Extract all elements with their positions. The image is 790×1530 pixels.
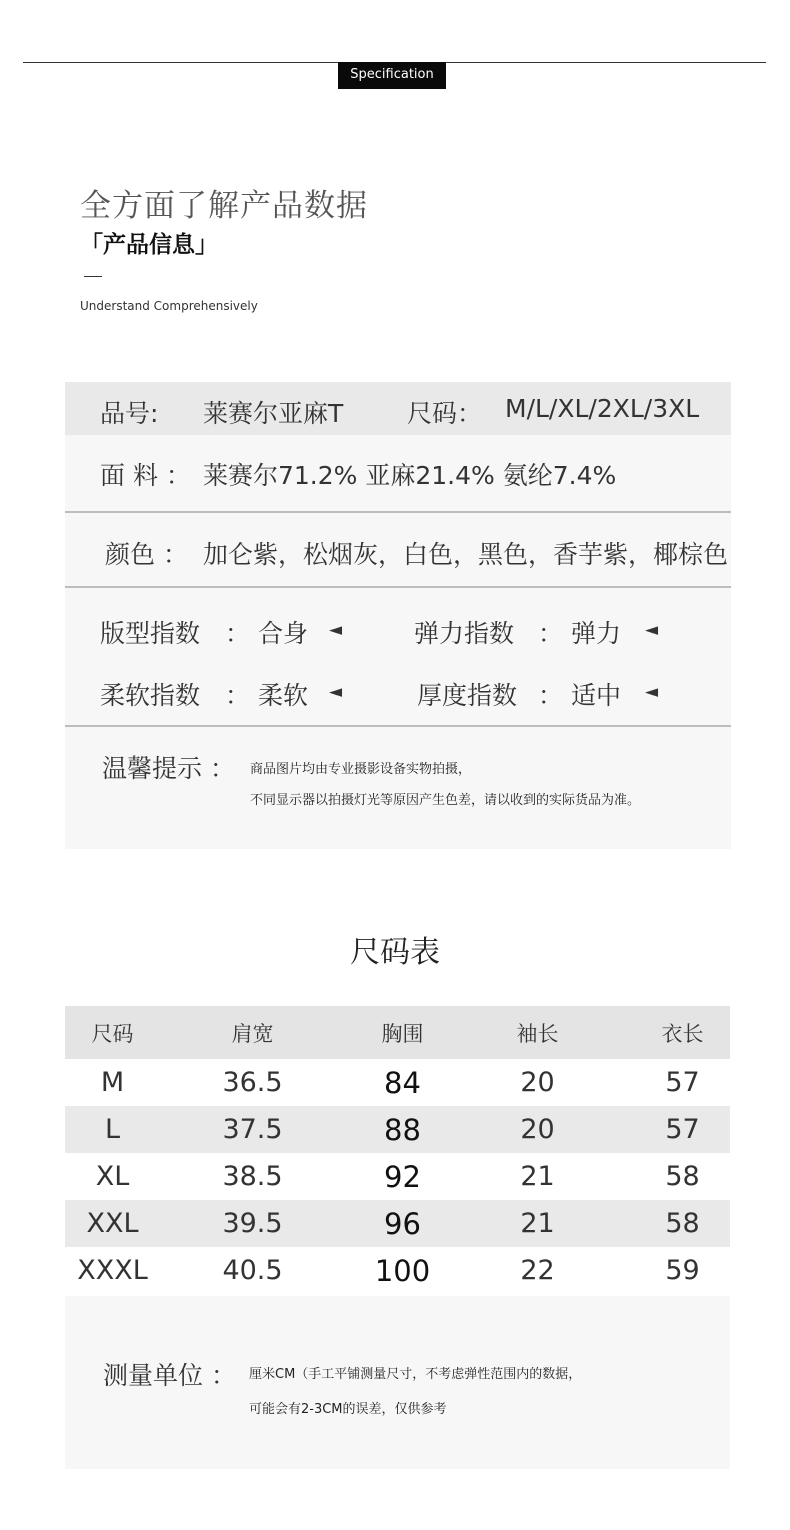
stretch-arrow-icon: ◄ bbox=[645, 620, 659, 640]
unit-line-1: 厘米CM（手工平铺测量尺寸，不考虑弹性范围内的数据， bbox=[249, 1367, 582, 1382]
header-cell: 尺码 bbox=[91, 1021, 134, 1046]
intro-dash bbox=[84, 276, 102, 277]
table-cell: 20 bbox=[520, 1067, 555, 1098]
specification-badge: Specification bbox=[338, 62, 446, 89]
size-value: M/L/XL/2XL/3XL bbox=[505, 394, 700, 423]
header-cell: 肩宽 bbox=[231, 1021, 274, 1046]
model-value: 莱赛尔亚麻T bbox=[203, 399, 344, 428]
table-cell: 100 bbox=[374, 1253, 431, 1288]
table-row bbox=[65, 1059, 730, 1106]
color-label: 颜色 ： bbox=[105, 540, 188, 569]
softness-colon: ： bbox=[225, 681, 251, 710]
table-cell: L bbox=[104, 1114, 121, 1145]
size-label: 尺码： bbox=[407, 399, 483, 428]
intro-title: 全方面了解产品数据 bbox=[80, 188, 368, 224]
thickness-arrow-icon: ◄ bbox=[645, 682, 659, 702]
thickness-label: 厚度指数 bbox=[417, 681, 518, 710]
table-cell: 38.5 bbox=[222, 1161, 283, 1192]
table-cell: 59 bbox=[665, 1255, 700, 1286]
table-row bbox=[65, 1200, 730, 1247]
table-cell: 20 bbox=[520, 1114, 555, 1145]
table-row bbox=[65, 1247, 730, 1294]
table-cell: 92 bbox=[384, 1159, 421, 1194]
table-cell: 88 bbox=[384, 1112, 421, 1147]
table-cell: 84 bbox=[384, 1065, 421, 1100]
thickness-colon: ： bbox=[538, 681, 564, 710]
table-cell: 36.5 bbox=[222, 1067, 283, 1098]
table-cell: 37.5 bbox=[222, 1114, 283, 1145]
fit-arrow-icon: ◄ bbox=[329, 620, 343, 640]
table-row bbox=[65, 1153, 730, 1200]
table-cell: 96 bbox=[384, 1206, 421, 1241]
stretch-colon: ： bbox=[538, 619, 564, 648]
stretch-label: 弹力指数 bbox=[414, 619, 515, 648]
intro-subtitle: 「产品信息」 bbox=[80, 232, 218, 258]
table-cell: 57 bbox=[665, 1067, 700, 1098]
fabric-value: 莱赛尔71.2% 亚麻21.4% 氨纶7.4% bbox=[203, 461, 617, 490]
note-label: 温馨提示 ： bbox=[102, 754, 235, 783]
table-cell: XXL bbox=[86, 1208, 139, 1239]
color-value: 加仑紫，松烟灰，白色，黑色，香芋紫，椰棕色 bbox=[203, 540, 729, 569]
intro-english: Understand Comprehensively bbox=[80, 299, 258, 313]
unit-label: 测量单位 ： bbox=[103, 1361, 236, 1390]
table-header-row bbox=[65, 1006, 730, 1059]
table-cell: 39.5 bbox=[222, 1208, 283, 1239]
table-cell: XL bbox=[95, 1161, 130, 1192]
divider bbox=[65, 586, 731, 588]
note-line-1: 商品图片均由专业摄影设备实物拍摄， bbox=[250, 762, 472, 777]
fit-colon: ： bbox=[225, 619, 251, 648]
header-cell: 袖长 bbox=[516, 1021, 559, 1046]
thickness-value: 适中 bbox=[571, 681, 622, 710]
table-cell: 57 bbox=[665, 1114, 700, 1145]
fit-value: 合身 bbox=[258, 619, 309, 648]
stretch-value: 弹力 bbox=[571, 619, 622, 648]
unit-line-2: 可能会有2-3CM的误差，仅供参考 bbox=[249, 1402, 447, 1417]
size-chart-title: 尺码表 bbox=[350, 935, 440, 970]
divider bbox=[65, 511, 731, 513]
table-cell: 21 bbox=[520, 1208, 555, 1239]
measurement-unit-panel bbox=[65, 1296, 730, 1469]
header-cell: 胸围 bbox=[381, 1021, 424, 1046]
note-line-2: 不同显示器以拍摄灯光等原因产生色差，请以收到的实际货品为准。 bbox=[250, 793, 641, 808]
table-cell: 40.5 bbox=[222, 1255, 283, 1286]
softness-arrow-icon: ◄ bbox=[329, 682, 343, 702]
softness-label: 柔软指数 bbox=[100, 681, 201, 710]
divider bbox=[65, 725, 731, 727]
fit-label: 版型指数 bbox=[100, 619, 201, 648]
header-cell: 衣长 bbox=[661, 1021, 704, 1046]
table-cell: M bbox=[100, 1067, 125, 1098]
table-cell: 21 bbox=[520, 1161, 555, 1192]
table-row bbox=[65, 1106, 730, 1153]
size-table bbox=[65, 1006, 730, 1294]
table-cell: 58 bbox=[665, 1161, 700, 1192]
table-cell: 22 bbox=[520, 1255, 555, 1286]
table-cell: XXXL bbox=[77, 1255, 148, 1286]
softness-value: 柔软 bbox=[258, 681, 309, 710]
model-label: 品号: bbox=[100, 399, 159, 428]
product-info-panel bbox=[65, 382, 731, 849]
fabric-label: 面 料 ： bbox=[100, 461, 191, 490]
table-cell: 58 bbox=[665, 1208, 700, 1239]
